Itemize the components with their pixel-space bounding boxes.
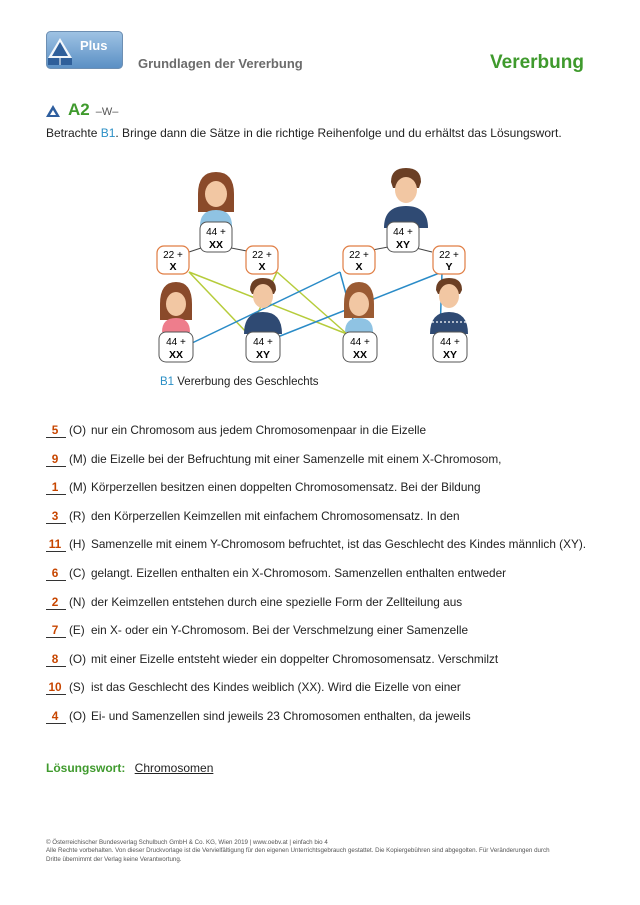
solution-line xyxy=(46,761,213,775)
sentence-row xyxy=(46,680,606,709)
order-number-field[interactable]: 1 xyxy=(46,480,66,495)
sentence-text: gelangt. Eizellen enthalten ein X-Chromosom. Samenzellen enthalten entweder xyxy=(91,565,507,580)
svg-text:XY: XY xyxy=(255,349,271,361)
svg-text:XX: XX xyxy=(208,239,224,251)
solution-letter: (M) xyxy=(69,451,87,466)
solution-letter: (N) xyxy=(69,594,86,609)
footer-line: Dritte übernimmt der Verlag keine Verantwortung. xyxy=(46,855,182,863)
svg-text:44 +: 44 + xyxy=(350,337,370,348)
task-instruction: Betrachte B1. Bringe dann die Sätze in die richtige Reihenfolge und du erhältst das Lösungswort. xyxy=(46,126,562,140)
daughter-1-figure xyxy=(160,282,192,332)
gamete-cell xyxy=(343,246,375,274)
svg-text:22 +: 22 + xyxy=(163,250,183,261)
order-number-field[interactable]: 4 xyxy=(46,709,66,724)
order-number-field[interactable]: 8 xyxy=(46,652,66,667)
sentence-list xyxy=(46,423,606,738)
sentence-row xyxy=(46,595,606,624)
triangle-icon xyxy=(46,105,60,117)
sentence-row xyxy=(46,509,606,538)
gamete-cell xyxy=(157,246,189,274)
male-inheritance-lines xyxy=(190,272,442,344)
figure-caption: B1 Vererbung des Geschlechts xyxy=(160,376,319,388)
sentence-row xyxy=(46,566,606,595)
figure-reference: B1 xyxy=(100,126,116,140)
copyright-footer xyxy=(46,839,586,864)
sentence-text: nur ein Chromosom aus jedem Chromosomenpaar in die Eizelle xyxy=(91,423,427,437)
svg-text:X: X xyxy=(355,261,363,273)
sentence-text: Samenzelle mit einem Y-Chromosom befruchtet, ist das Geschlecht des Kindes männlich (XY). xyxy=(91,537,587,552)
sentence-row xyxy=(46,709,606,738)
parent-cell-mother xyxy=(200,222,232,252)
chapter-title: Vererbung xyxy=(490,52,584,73)
caption-ref: B1 xyxy=(160,376,175,388)
svg-text:XY: XY xyxy=(395,239,411,251)
parent-cell-father xyxy=(387,222,419,252)
sentence-text: ein X- oder ein Y-Chromosom. Bei der Verschmelzung einer Samenzelle xyxy=(91,623,469,638)
task-header xyxy=(46,100,118,122)
svg-text:XX: XX xyxy=(168,349,184,361)
inheritance-diagram xyxy=(140,164,492,374)
solution-letter: (O) xyxy=(69,423,87,437)
order-number-field[interactable]: 9 xyxy=(46,452,66,467)
svg-text:XY: XY xyxy=(442,349,458,361)
svg-text:Y: Y xyxy=(445,261,453,273)
logo-text: Plus xyxy=(80,38,108,53)
task-id: A2 xyxy=(68,100,90,119)
sentence-row xyxy=(46,423,606,452)
solution-letter: (C) xyxy=(69,565,86,580)
child-cell xyxy=(159,332,193,362)
sentence-text: den Körperzellen Keimzellen mit einfachem Chromosomensatz. In den xyxy=(91,508,460,523)
svg-text:XX: XX xyxy=(352,349,368,361)
footer-line: Alle Rechte vorbehalten. Von dieser Druckvorlage ist die Vervielfältigung für den eigenen Unterrichtsgebrauch gestattet. Die Kopiergebühren sind abgegolten. Für Veränderungen durch xyxy=(46,847,550,855)
daughter-2-figure xyxy=(344,282,374,332)
order-number-field[interactable]: 6 xyxy=(46,566,66,581)
father-figure xyxy=(384,168,428,228)
child-cell xyxy=(433,332,467,362)
sentence-row xyxy=(46,452,606,481)
sentence-row xyxy=(46,652,606,681)
sentence-text: die Eizelle bei der Befruchtung mit einer Samenzelle mit einem X-Chromosom, xyxy=(91,451,502,466)
order-number-field[interactable]: 2 xyxy=(46,595,66,610)
child-cell xyxy=(246,332,280,362)
svg-text:44 +: 44 + xyxy=(253,337,273,348)
plus-logo xyxy=(46,31,123,69)
sentence-text: der Keimzellen entstehen durch eine spezielle Form der Zellteilung aus xyxy=(91,594,463,609)
mother-figure xyxy=(198,172,234,226)
child-cell xyxy=(343,332,377,362)
gamete-cell xyxy=(433,246,465,274)
solution-letter: (E) xyxy=(69,623,85,638)
header-subtitle: Grundlagen der Vererbung xyxy=(138,56,303,71)
svg-text:44 +: 44 + xyxy=(393,227,413,238)
order-number-field[interactable]: 10 xyxy=(46,680,66,695)
footer-line: © Österreichischer Bundesverlag Schulbuch GmbH & Co. KG, Wien 2019 | www.oebv.at | einfach bio 4 xyxy=(46,839,328,846)
order-number-field[interactable]: 11 xyxy=(46,537,66,552)
svg-text:X: X xyxy=(258,261,266,273)
solution-letter: (H) xyxy=(69,537,86,552)
svg-text:22 +: 22 + xyxy=(349,250,369,261)
sentence-row xyxy=(46,537,606,566)
gamete-cell xyxy=(246,246,278,274)
sentence-row xyxy=(46,623,606,652)
order-number-field[interactable]: 3 xyxy=(46,509,66,524)
son-2-figure xyxy=(430,278,468,334)
sentence-row xyxy=(46,480,606,509)
order-number-field[interactable]: 7 xyxy=(46,623,66,638)
svg-text:X: X xyxy=(169,261,177,273)
sentence-text: mit einer Eizelle entsteht wieder ein doppelter Chromosomensatz. Verschmilzt xyxy=(91,651,499,666)
svg-text:44 +: 44 + xyxy=(440,337,460,348)
solution-letter: (S) xyxy=(69,680,85,695)
solution-letter: (R) xyxy=(69,508,86,523)
svg-text:22 +: 22 + xyxy=(252,250,272,261)
svg-text:44 +: 44 + xyxy=(206,227,226,238)
sentence-text: Ei- und Samenzellen sind jeweils 23 Chromosomen enthalten, da jeweils xyxy=(91,708,471,723)
order-number-field[interactable]: 5 xyxy=(46,423,66,438)
sentence-text: ist das Geschlecht des Kindes weiblich (XX). Wird die Eizelle von einer xyxy=(91,680,461,695)
task-level: –W– xyxy=(95,106,119,118)
solution-answer-field[interactable]: Chromosomen xyxy=(134,761,214,775)
solution-label: Lösungswort: xyxy=(46,761,126,775)
solution-letter: (M) xyxy=(69,480,87,495)
sentence-text: Körperzellen besitzen einen doppelten Chromosomensatz. Bei der Bildung xyxy=(91,480,481,495)
solution-letter: (O) xyxy=(69,708,87,723)
svg-text:44 +: 44 + xyxy=(166,337,186,348)
solution-letter: (O) xyxy=(69,651,87,666)
svg-text:22 +: 22 + xyxy=(439,250,459,261)
